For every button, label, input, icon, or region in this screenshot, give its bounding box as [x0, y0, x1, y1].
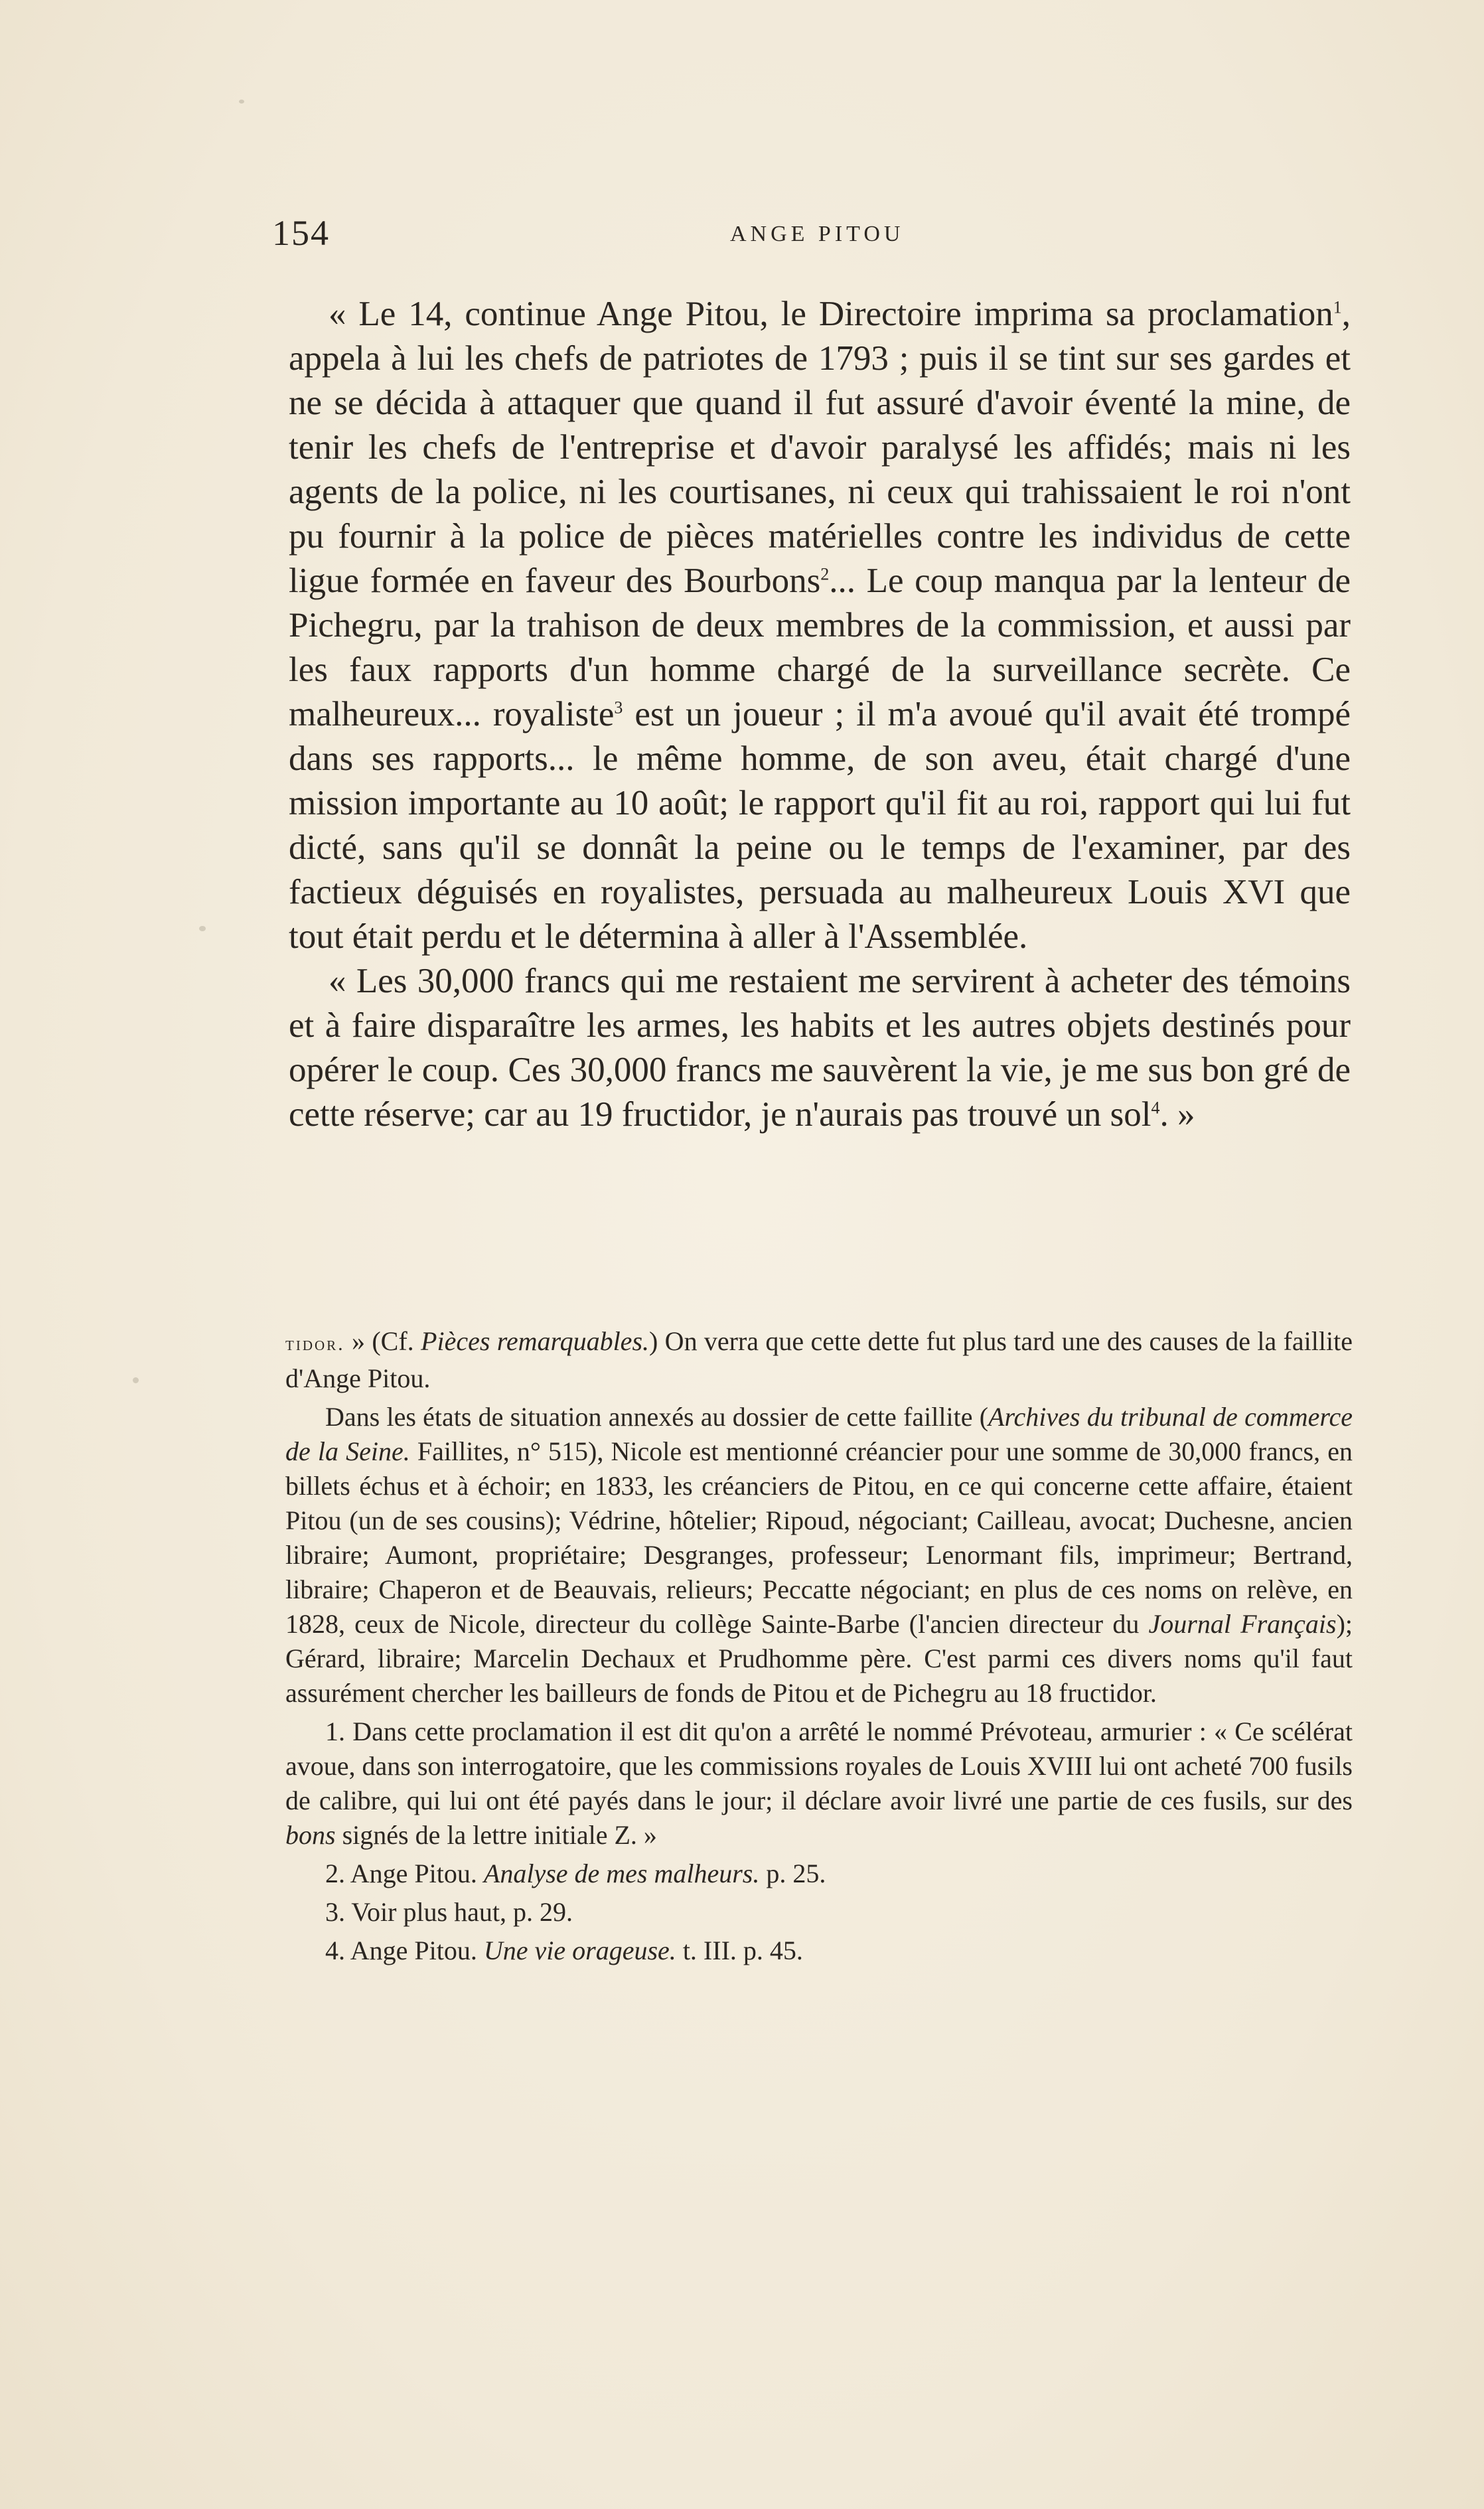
running-header: [272, 212, 1361, 259]
footnote-text: p. 25.: [759, 1859, 826, 1888]
footnote-italic: Archives du tribunal de commerce de la Seine.: [285, 1402, 1353, 1466]
footnote-ref-2: 2: [820, 564, 830, 584]
main-text: [289, 292, 1351, 1137]
paragraph-text: , appela à lui les chefs de patriotes de 1793 ; puis il se tint sur ses gardes et ne se décida à attaquer que quand il fut assuré d'avoir éventé la mine, de tenir les chefs de l'entreprise et d'avoir paralysé les affidés; mais ni les agents de la police, ni les courtisanes, ni ceux qui trahissaient le roi n'ont pu fournir à la police de pièces matérielles contre les individus de cette ligue formée en faveur des Bourbons: [289, 295, 1351, 600]
paper-speck: [239, 100, 244, 104]
footnote-italic: bons: [285, 1820, 336, 1850]
footnote-text: » (Cf.: [344, 1326, 421, 1356]
footnote-text: tidor.: [285, 1333, 345, 1355]
footnote-italic: Une vie orageuse.: [483, 1936, 676, 1965]
footnote-text: ); Gérard, libraire; Marcelin Dechaux et Prudhomme père. C'est parmi ces divers noms qu'il faut assurément chercher les bailleurs de fonds de Pitou et de Pichegru au 18 fructidor.: [285, 1609, 1353, 1708]
paragraph-1: [289, 292, 1351, 959]
footnote-text: Faillites, n° 515), Nicole est mentionné créancier pour une somme de 30,000 francs, en billets échus et à échoir; en 1833, les créanciers de Pitou, en ce qui concerne cette affaire, étaient Pitou (un de ses cousins); Védrine, hôtelier; Ripoud, négociant; Cailleau, avocat; Duchesne, ancien libraire; Aumont, propriétaire; Desgranges, professeur; Lenormant fils, imprimeur; Bertrand, libraire; Chaperon et de Beauvais, relieurs; Peccatte négociant; en plus de ces noms on relève, en 1828, ceux de Nicole, directeur du collège Sainte-Barbe (l'ancien directeur du: [285, 1436, 1353, 1639]
footnote-italic: Analyse de mes malheurs.: [483, 1859, 760, 1888]
footnote-1: [285, 1714, 1353, 1853]
paragraph-text: ... Le coup manqua par la lenteur de Pichegru, par la trahison de deux membres de la commission, et aussi par les faux rapports d'un homme chargé de la surveillance secrète. Ce malheureux... royaliste: [289, 562, 1351, 733]
footnote-text: t. III. p. 45.: [676, 1936, 803, 1965]
page-number: 154: [272, 213, 330, 253]
footnote-archives: [285, 1400, 1353, 1711]
paragraph-text: « Le 14, continue Ange Pitou, le Directoire imprima sa proclamation: [329, 295, 1333, 333]
footnotes: [285, 1324, 1353, 1972]
footnote-2: [285, 1857, 1353, 1891]
footnote-text: ) On verra que cette dette fut plus tard une des causes de la faillite d'Ange Pitou.: [285, 1326, 1353, 1393]
footnote-italic: Pièces remarquables.: [421, 1326, 650, 1356]
footnote-text: signés de la lettre initiale Z. »: [335, 1820, 657, 1850]
paragraph-text: est un joueur ; il m'a avoué qu'il avait été trompé dans ses rapports... le même homme, de son aveu, était chargé d'une mission importante au 10 août; le rapport qu'il fit au roi, rapport qui lui fut dicté, sans qu'il se donnât la peine ou le temps de l'examiner, par des factieux déguisés en royalistes, persuada au malheureux Louis XVI que tout était perdu et le détermina à aller à l'Assemblée.: [289, 695, 1351, 956]
footnote-ref-4: 4: [1151, 1098, 1160, 1118]
footnote-text: 2. Ange Pitou.: [325, 1859, 484, 1888]
footnote-ref-1: 1: [1333, 297, 1342, 317]
paragraph-text: . »: [1159, 1095, 1195, 1134]
footnote-ref-3: 3: [614, 698, 623, 718]
paper-speck: [133, 1377, 139, 1383]
footnote-continuation: [285, 1324, 1353, 1396]
paragraph-2: [289, 959, 1351, 1137]
footnote-italic: Journal Français: [1148, 1609, 1337, 1639]
paper-speck: [199, 926, 206, 931]
footnote-text: Dans les états de situation annexés au dossier de cette faillite (: [325, 1402, 989, 1432]
footnote-text: 4. Ange Pitou.: [325, 1936, 484, 1965]
footnote-text: 3. Voir plus haut, p. 29.: [325, 1897, 573, 1927]
running-head-title: ANGE PITOU: [730, 222, 905, 246]
footnote-3: [285, 1895, 1353, 1930]
paragraph-text: « Les 30,000 francs qui me restaient me servirent à acheter des témoins et à faire disparaître les armes, les habits et les autres objets destinés pour opérer le coup. Ces 30,000 francs me sauvèrent la vie, je me sus bon gré de cette réserve; car au 19 fructidor, je n'aurais pas trouvé un sol: [289, 962, 1351, 1134]
footnote-text: 1. Dans cette proclamation il est dit qu'on a arrêté le nommé Prévoteau, armurier : « Ce scélérat avoue, dans son interrogatoire, que les commissions royales de Louis XVIII lui ont acheté 700 fusils de calibre, qui lui ont été payés dans le jour; il déclare avoir livré une partie de ces fusils, sur des: [285, 1716, 1353, 1815]
footnote-4: [285, 1934, 1353, 1968]
